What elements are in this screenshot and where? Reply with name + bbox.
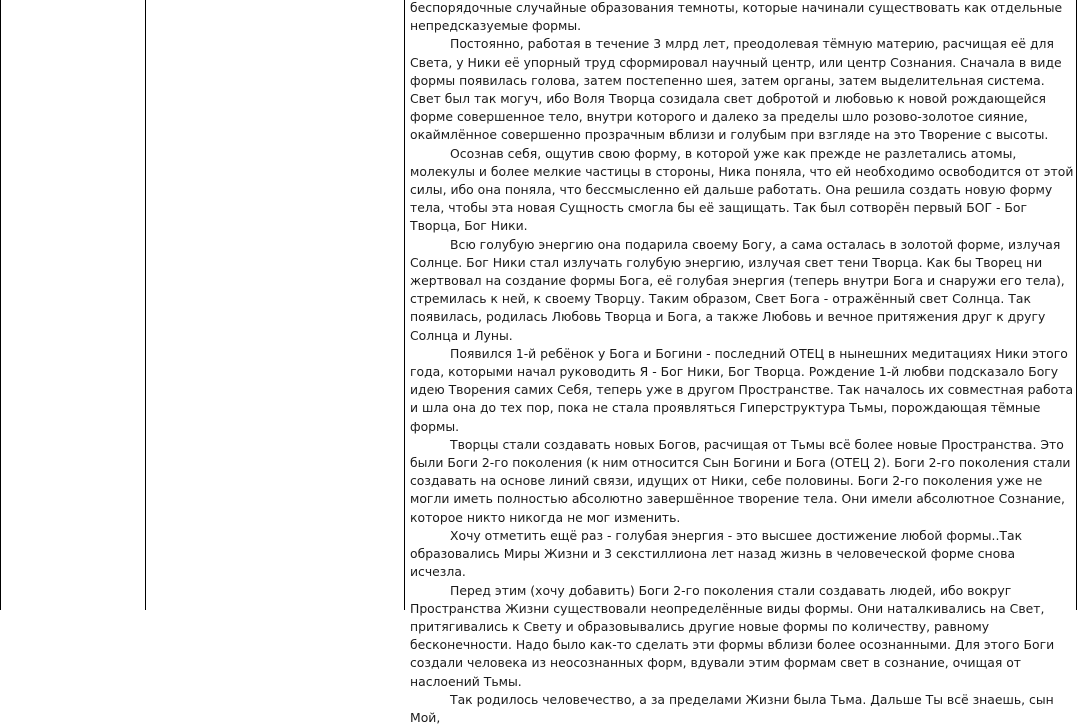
paragraph: Появился 1-й ребёнок у Бога и Богини - последний ОТЕЦ в нынешних медитациях Ники этого года, которыми начал руководить Я - Бог Ники, Бог Творца. Рождение 1-й любви подсказало Богу идею Творения самих Себя, теперь уже в другом Пространстве. Так началось их совместная работа и шла она до тех пор, пока не стала проявляться Гиперструктура Тьмы, порождающая тёмные формы. [410,345,1074,434]
paragraph: Осознав себя, ощутив свою форму, в которой уже как прежде не разлетались атомы, молекулы и более мелкие частицы в стороны, Ника поняла, что ей необходимо освободится от этой силы, ибо она поняла, что бессмысленно ей дальше работать. Она решила создать новую форму тела, чтобы эта новая Сущность смогла бы её защищать. Так был сотворён первый БОГ - Бог Творца, Бог Ники. [410,145,1074,234]
column-border-2 [404,0,405,610]
text-cell[interactable] [406,0,1074,725]
column-border-1 [145,0,146,610]
column-border-left [0,0,1,610]
column-border-right [1076,0,1077,610]
paragraph: беспорядочные случайные образования темноты, которые начинали существовать как отдельные непредсказуемые формы. [410,0,1063,34]
paragraph: Перед этим (хочу добавить) Боги 2-го поколения стали создавать людей, ибо вокруг Пространства Жизни существовали неопределённые виды формы. Они наталкивались на Свет, притягивались к Свету и образовывались другие новые формы по количеству, равному бесконечности. Надо было как-то сделать эти формы вблизи более осознанными. Для этого Боги создали человека из неосознанных форм, вдували этим формам свет в сознание, очищая от наслоений Тьмы. [410,582,1055,689]
paragraph: Постоянно, работая в течение 3 млрд лет, преодолевая тёмную материю, расчищая её для Света, у Ники её упорный труд сформировал научный центр, или центр Сознания. Сначала в виде формы появилась голова, затем постепенно шея, затем органы, затем выделительная система. Свет был так могуч, ибо Воля Творца созидала свет добротой и любовью к новой рождающейся форме совершенное тело, внутри которого и далеко за пределы шло розово-золотое сияние, окаймлённое совершенно прозрачным вблизи и голубым при взгляде на это Творение с высоты. [410,36,1062,143]
paragraph: Творцы стали создавать новых Богов, расчищая от Тьмы всё более новые Пространства. Это были Боги 2-го поколения (к ним относится Сын Богини и Бога (ОТЕЦ 2). Боги 2-го поколения стали создавать на основе линий связи, идущих от Ники, себе половины. Боги 2-го поколения уже не могли иметь полностью абсолютно завершённое творение тела. Они имели абсолютное Сознание, которое никто никогда не мог изменить. [410,436,1071,525]
paragraph: Хочу отметить ещё раз - голубая энергия - это высшее достижение любой формы..Так образовались Миры Жизни и 3 секстиллиона лет назад жизнь в человеческой форме снова исчезла. [410,527,1023,580]
paragraph: Так родилось человечество, а за пределами Жизни была Тьма. Дальше Ты всё знаешь, сын Мой, [410,691,1054,725]
paragraph: Всю голубую энергию она подарила своему Богу, а сама осталась в золотой форме, излучая Солнце. Бог Ники стал излучать голубую энергию, излучая свет тени Творца. Как бы Творец ни жертвовал на создание формы Бога, её голубая энергия (теперь внутри Бога и снаружи его тела), стремилась к ней, к своему Творцу. Таким образом, Свет Бога - отражённый свет Солнца. Так появилась, родилась Любовь Творца и Бога, а также Любовь и вечное притяжения друг к другу Солнца и Луны. [410,236,1065,343]
